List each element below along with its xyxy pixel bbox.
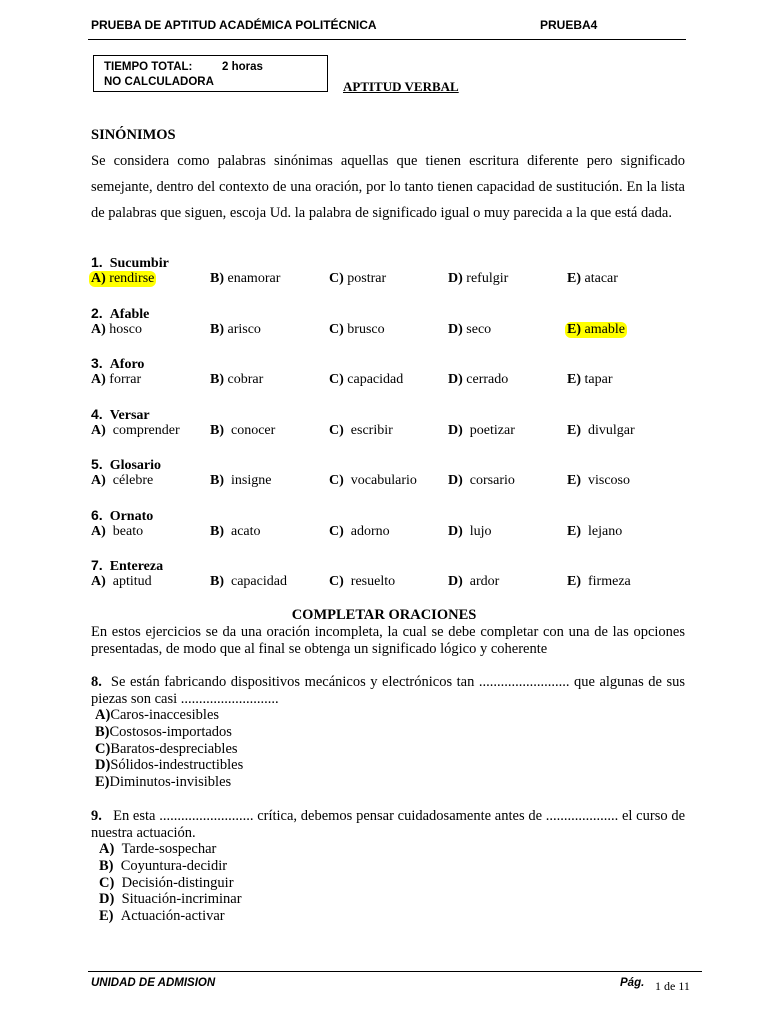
option-text: Diminutos-invisibles bbox=[109, 774, 232, 791]
option-letter: B) bbox=[210, 322, 224, 337]
option bbox=[329, 322, 385, 338]
option-text: aptitud bbox=[112, 574, 152, 589]
synonym-item bbox=[91, 254, 691, 294]
time-total-value: 2 horas bbox=[222, 61, 263, 73]
option-letter: E) bbox=[567, 574, 581, 589]
option bbox=[448, 524, 492, 540]
item-word: Versar bbox=[109, 408, 150, 423]
option-letter: A) bbox=[91, 473, 106, 488]
option-letter: D) bbox=[448, 322, 463, 337]
item-number: 1. bbox=[91, 254, 103, 270]
synonym-item bbox=[91, 305, 691, 345]
header-title: PRUEBA DE APTITUD ACADÉMICA POLITÉCNICA bbox=[91, 18, 377, 32]
option bbox=[210, 473, 271, 489]
option-letter: B) bbox=[210, 423, 224, 438]
option-letter: D) bbox=[448, 473, 463, 488]
option-text: acato bbox=[231, 524, 261, 539]
option-letter: C) bbox=[329, 271, 344, 286]
item-number: 3. bbox=[91, 355, 103, 371]
answer-option bbox=[99, 908, 225, 925]
footer-page-number: 1 de 11 bbox=[655, 979, 690, 993]
option-letter: D) bbox=[99, 891, 115, 908]
answer-option bbox=[99, 875, 234, 892]
option-text: comprender bbox=[112, 423, 180, 438]
option-text: corsario bbox=[469, 473, 515, 488]
option-letter: A) bbox=[91, 423, 106, 438]
item-number: 6. bbox=[91, 507, 103, 523]
option-letter: C) bbox=[329, 322, 344, 337]
option-letter: C) bbox=[329, 473, 344, 488]
option-text: cobrar bbox=[227, 372, 264, 387]
item-word: Entereza bbox=[109, 559, 164, 574]
option-letter: C) bbox=[329, 372, 344, 387]
option bbox=[210, 524, 261, 540]
footer-page-label: Pág. bbox=[620, 977, 645, 989]
item-number: 4. bbox=[91, 406, 103, 422]
synonyms-intro: Se considera como palabras sinónimas aquellas que tienen escritura diferente pero significado semejante, dentro del contexto de una oración, por lo tanto tienen capacidad de sustitución. En la lista de palabras que siguen, escoja Ud. la palabra de significado igual o muy parecida a la que está dada. bbox=[91, 153, 685, 221]
option bbox=[567, 574, 631, 590]
option-letter: D) bbox=[95, 757, 111, 774]
option-text: firmeza bbox=[588, 574, 631, 589]
option bbox=[91, 574, 152, 590]
option-text: enamorar bbox=[227, 271, 281, 286]
question-text: En esta .......................... crítica, debemos pensar cuidadosamente antes de .................... el curso de nuestra actuación. bbox=[91, 808, 686, 841]
option bbox=[567, 524, 622, 540]
option-text: beato bbox=[112, 524, 144, 539]
option-text: capacidad bbox=[231, 574, 287, 589]
synonym-word bbox=[91, 507, 153, 525]
synonym-item bbox=[91, 406, 691, 446]
completion-title: COMPLETAR ORACIONES bbox=[291, 607, 477, 623]
option bbox=[91, 372, 141, 388]
answer-option bbox=[95, 707, 219, 724]
answer-option bbox=[95, 774, 231, 791]
option-text: postrar bbox=[347, 271, 387, 286]
completion-intro: En estos ejercicios se da una oración incompleta, la cual se debe completar con una de las opciones presentadas, de modo que al final se obtenga un significado lógico y coherente bbox=[91, 624, 685, 657]
answer-option bbox=[99, 891, 242, 908]
synonyms-title: SINÓNIMOS bbox=[91, 127, 176, 143]
answer-option bbox=[95, 757, 243, 774]
synonym-word bbox=[91, 557, 163, 575]
option-letter: A) bbox=[91, 322, 106, 337]
option-letter: B) bbox=[210, 271, 224, 286]
option-text: amable bbox=[584, 322, 625, 337]
option-letter: E) bbox=[95, 774, 110, 791]
option-text: refulgir bbox=[466, 271, 509, 286]
option-text: hosco bbox=[109, 322, 142, 337]
option-letter: E) bbox=[567, 423, 581, 438]
option-text: Decisión-distinguir bbox=[121, 874, 234, 891]
option-letter: C) bbox=[95, 740, 111, 757]
option bbox=[329, 423, 393, 439]
option-text: adorno bbox=[350, 524, 390, 539]
option bbox=[448, 271, 508, 287]
option-text: tapar bbox=[584, 372, 613, 387]
item-word: Sucumbir bbox=[109, 256, 169, 271]
option-text: ardor bbox=[469, 574, 500, 589]
answer-option bbox=[99, 841, 216, 858]
option-text: rendirse bbox=[109, 271, 155, 286]
option bbox=[329, 372, 403, 388]
synonym-word bbox=[91, 254, 169, 272]
section-title: APTITUD VERBAL bbox=[343, 79, 459, 94]
option-text: lejano bbox=[588, 524, 623, 539]
time-total-label: TIEMPO TOTAL: bbox=[104, 61, 193, 73]
footer-rule bbox=[88, 971, 702, 972]
synonym-item bbox=[91, 456, 691, 496]
answer-option bbox=[99, 858, 227, 875]
option bbox=[91, 473, 153, 489]
time-box bbox=[93, 55, 328, 92]
question-text: Se están fabricando dispositivos mecánicos y electrónicos tan ......................... que algunas de sus piezas son casi ........................... bbox=[91, 674, 685, 707]
option-text: Situación-incriminar bbox=[121, 891, 242, 908]
option-text: Coyuntura-decidir bbox=[120, 857, 228, 874]
option-letter: C) bbox=[329, 423, 344, 438]
option-letter: B) bbox=[210, 524, 224, 539]
option bbox=[210, 271, 280, 287]
item-word: Ornato bbox=[109, 509, 154, 524]
option-letter: E) bbox=[99, 908, 114, 925]
option-text: poetizar bbox=[469, 423, 515, 438]
footer-unit: UNIDAD DE ADMISION bbox=[91, 977, 216, 989]
option bbox=[210, 372, 263, 388]
item-word: Glosario bbox=[109, 458, 162, 473]
option-letter: A) bbox=[91, 574, 106, 589]
option-text: Costosos-importados bbox=[109, 723, 232, 740]
option-text: cerrado bbox=[466, 372, 509, 387]
option-text: Caros-inaccesibles bbox=[110, 707, 220, 723]
question-number: 8. bbox=[91, 674, 102, 690]
option bbox=[329, 574, 395, 590]
option bbox=[329, 473, 417, 489]
synonym-word bbox=[91, 305, 149, 323]
synonym-item bbox=[91, 507, 691, 547]
option-text: conocer bbox=[231, 423, 276, 438]
option-letter: A) bbox=[95, 707, 111, 723]
option-letter: E) bbox=[567, 271, 581, 286]
option-text: Sólidos-indestructibles bbox=[110, 757, 244, 774]
question-stem bbox=[91, 808, 685, 841]
option bbox=[567, 372, 612, 388]
header-test-id: PRUEBA4 bbox=[540, 18, 598, 32]
option bbox=[210, 574, 287, 590]
option bbox=[210, 423, 275, 439]
option bbox=[448, 423, 515, 439]
option-letter: D) bbox=[448, 574, 463, 589]
option-highlighted bbox=[89, 271, 156, 287]
option bbox=[329, 524, 390, 540]
option-letter: C) bbox=[329, 574, 344, 589]
answer-option bbox=[95, 741, 238, 758]
option-text: capacidad bbox=[347, 372, 404, 387]
option-text: divulgar bbox=[588, 423, 635, 438]
option-letter: B) bbox=[99, 857, 114, 874]
option bbox=[448, 372, 508, 388]
option bbox=[91, 423, 180, 439]
option-letter: B) bbox=[95, 723, 110, 740]
option bbox=[448, 322, 491, 338]
synonym-word bbox=[91, 355, 144, 373]
option-letter: D) bbox=[448, 524, 463, 539]
option bbox=[567, 473, 630, 489]
option-text: lujo bbox=[469, 524, 492, 539]
item-word: Aforo bbox=[109, 357, 145, 372]
option-text: vocabulario bbox=[350, 473, 417, 488]
no-calculator-note: NO CALCULADORA bbox=[104, 76, 214, 88]
option bbox=[567, 271, 618, 287]
option-text: arisco bbox=[227, 322, 261, 337]
header-rule bbox=[88, 39, 686, 40]
option-letter: C) bbox=[99, 874, 115, 891]
option bbox=[91, 322, 142, 338]
option-text: brusco bbox=[347, 322, 385, 337]
synonym-item bbox=[91, 557, 691, 597]
option-letter: D) bbox=[448, 423, 463, 438]
option bbox=[329, 271, 386, 287]
option-letter: D) bbox=[448, 271, 463, 286]
option-letter: B) bbox=[210, 473, 224, 488]
option-letter: C) bbox=[329, 524, 344, 539]
question-number: 9. bbox=[91, 808, 102, 824]
option-letter: E) bbox=[567, 473, 581, 488]
option-text: Baratos-despreciables bbox=[110, 740, 238, 757]
synonym-word bbox=[91, 456, 161, 474]
option-letter: B) bbox=[210, 574, 224, 589]
option bbox=[91, 524, 143, 540]
option-letter: A) bbox=[91, 271, 106, 286]
item-number: 2. bbox=[91, 305, 103, 321]
option-text: escribir bbox=[350, 423, 393, 438]
option-highlighted bbox=[565, 322, 627, 338]
option-letter: A) bbox=[91, 524, 106, 539]
option bbox=[448, 473, 515, 489]
option-text: Tarde-sospechar bbox=[121, 841, 217, 857]
option-text: viscoso bbox=[588, 473, 630, 488]
option-letter: D) bbox=[448, 372, 463, 387]
option-text: resuelto bbox=[350, 574, 396, 589]
option-letter: E) bbox=[567, 524, 581, 539]
item-word: Afable bbox=[109, 307, 150, 322]
question-stem bbox=[91, 674, 685, 707]
option bbox=[210, 322, 261, 338]
synonym-item bbox=[91, 355, 691, 395]
option-text: Actuación-activar bbox=[120, 908, 225, 925]
answer-option bbox=[95, 724, 232, 741]
option-text: célebre bbox=[112, 473, 154, 488]
option-letter: B) bbox=[210, 372, 224, 387]
option-letter: E) bbox=[567, 322, 581, 337]
item-number: 5. bbox=[91, 456, 103, 472]
option-text: seco bbox=[466, 322, 492, 337]
synonym-word bbox=[91, 406, 150, 424]
option-letter: A) bbox=[91, 372, 106, 387]
option-text: insigne bbox=[231, 473, 272, 488]
option-text: atacar bbox=[584, 271, 618, 286]
option-letter: A) bbox=[99, 841, 115, 857]
item-number: 7. bbox=[91, 557, 103, 573]
option-letter: E) bbox=[567, 372, 581, 387]
option bbox=[567, 423, 635, 439]
option bbox=[448, 574, 499, 590]
option-text: forrar bbox=[109, 372, 142, 387]
